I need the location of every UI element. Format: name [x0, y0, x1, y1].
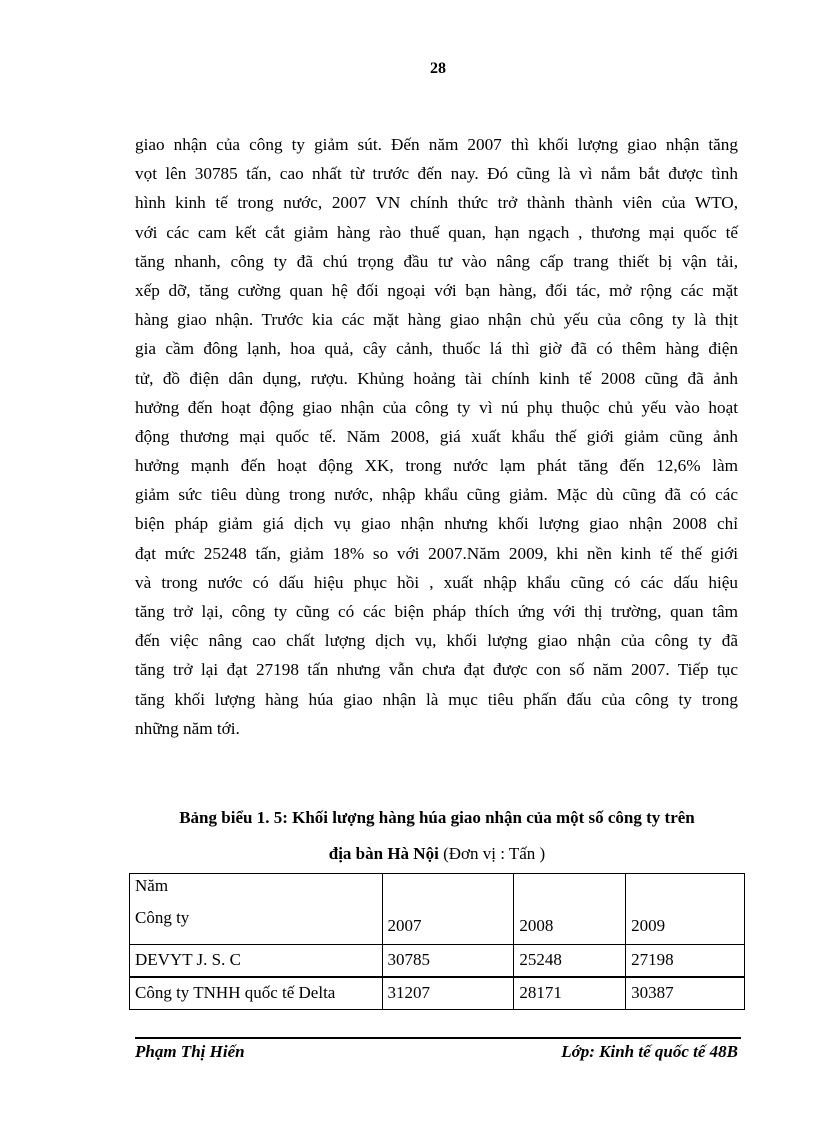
value-cell: 25248	[514, 945, 626, 978]
header-year: 2007	[382, 874, 514, 945]
paragraph-line: xếp dỡ, tăng cường quan hệ đối ngoại với bạn hàng, đối tác, mở rộng các mặt	[135, 280, 738, 300]
value-cell: 28171	[514, 977, 626, 1010]
paragraph-line: với các cam kết cắt giảm hàng rào thuế quan, hạn ngạch , thương mại quốc tế	[135, 222, 738, 242]
paragraph-line: tăng trở lại đạt 27198 tấn nhưng vẫn chưa đạt được con số năm 2007. Tiếp tục	[135, 660, 738, 680]
header-year: 2009	[626, 874, 745, 945]
paragraph-line: hưởng đến hoạt động giao nhận của công ty vì nú phụ thuộc chủ yếu vào hoạt	[135, 397, 738, 417]
body-paragraph	[135, 130, 738, 743]
value-cell: 31207	[382, 977, 514, 1010]
table-header-row	[130, 874, 745, 945]
paragraph-line: biện pháp giảm giá dịch vụ giao nhận nhưng khối lượng giao nhận 2008 chỉ	[135, 514, 738, 534]
paragraph-line: tử, đồ điện dân dụng, rượu. Khủng hoảng tài chính kinh tế 2008 cũng đã ảnh	[135, 368, 738, 388]
header-year: 2008	[514, 874, 626, 945]
table-caption-line2	[129, 844, 745, 864]
paragraph-line: giảm sức tiêu dùng trong nước, nhập khẩu cũng giảm. Mặc dù cũng đã có các	[135, 485, 738, 505]
table-caption: Bảng biểu 1. 5: Khối lượng hàng húa giao nhận của một số công ty trên	[179, 808, 695, 827]
paragraph-line: động thương mại quốc tế. Năm 2008, giá xuất khẩu thế giới giảm cũng ảnh	[135, 426, 738, 446]
caption-unit: (Đơn vị : Tấn )	[443, 844, 546, 863]
footer-class: Lớp: Kinh tế quốc tế 48B	[561, 1042, 738, 1061]
paragraph-line: và trong nước có dấu hiệu phục hồi , xuất nhập khẩu cũng có các dấu hiệu	[135, 572, 738, 592]
paragraph-line: hàng giao nhận. Trước kia các mặt hàng giao nhận chủ yếu của công ty là thịt	[135, 310, 738, 330]
paragraph-line: đến việc nâng cao chất lượng dịch vụ, khối lượng giao nhận của công ty đã	[135, 631, 738, 651]
table-row	[130, 945, 745, 978]
table-row	[130, 977, 745, 1010]
paragraph-line: hưởng mạnh đến hoạt động XK, trong nước lạm phát tăng đến 12,6% làm	[135, 456, 738, 476]
paragraph-line: đạt mức 25248 tấn, giảm 18% so với 2007.Năm 2009, khi nền kinh tế thế giới	[135, 543, 738, 563]
volume-table	[129, 873, 745, 1010]
paragraph-line: tăng nhanh, công ty đã chú trọng đầu tư vào nâng cấp trang thiết bị vận tải,	[135, 251, 738, 271]
paragraph-line: hình kinh tế trong nước, 2007 VN chính thức trở thành thành viên của WTO,	[135, 193, 738, 213]
header-corner-cell	[130, 874, 383, 945]
company-cell: Công ty TNHH quốc tế Delta	[130, 977, 383, 1010]
value-cell: 30785	[382, 945, 514, 978]
caption-location: địa bàn Hà Nội	[328, 844, 439, 863]
company-cell: DEVYT J. S. C	[130, 945, 383, 978]
paragraph-line: những năm tới.	[135, 718, 240, 738]
header-company-label: Công ty	[135, 908, 190, 927]
value-cell: 30387	[626, 977, 745, 1010]
paragraph-line: gia cầm đông lạnh, hoa quả, cây cảnh, thuốc lá thì giờ đã có thêm hàng điện	[135, 339, 738, 359]
page-number: 28	[430, 60, 446, 77]
paragraph-line: giao nhận của công ty giảm sút. Đến năm 2007 thì khối lượng giao nhận tăng	[135, 135, 738, 154]
footer-divider	[135, 1037, 741, 1039]
paragraph-line: tăng khối lượng hàng húa giao nhận là mục tiêu phấn đấu của công ty trong	[135, 689, 738, 709]
paragraph-line: tăng trở lại, công ty cũng có các biện pháp thích ứng với thị trường, quan tâm	[135, 602, 738, 621]
paragraph-line: vọt lên 30785 tấn, cao nhất từ trước đến nay. Đó cũng là vì nắm bắt được tình	[135, 164, 738, 184]
footer-author: Phạm Thị Hiến	[135, 1042, 245, 1061]
header-year-label: Năm	[135, 876, 169, 895]
page-footer	[135, 1042, 738, 1062]
value-cell: 27198	[626, 945, 745, 978]
